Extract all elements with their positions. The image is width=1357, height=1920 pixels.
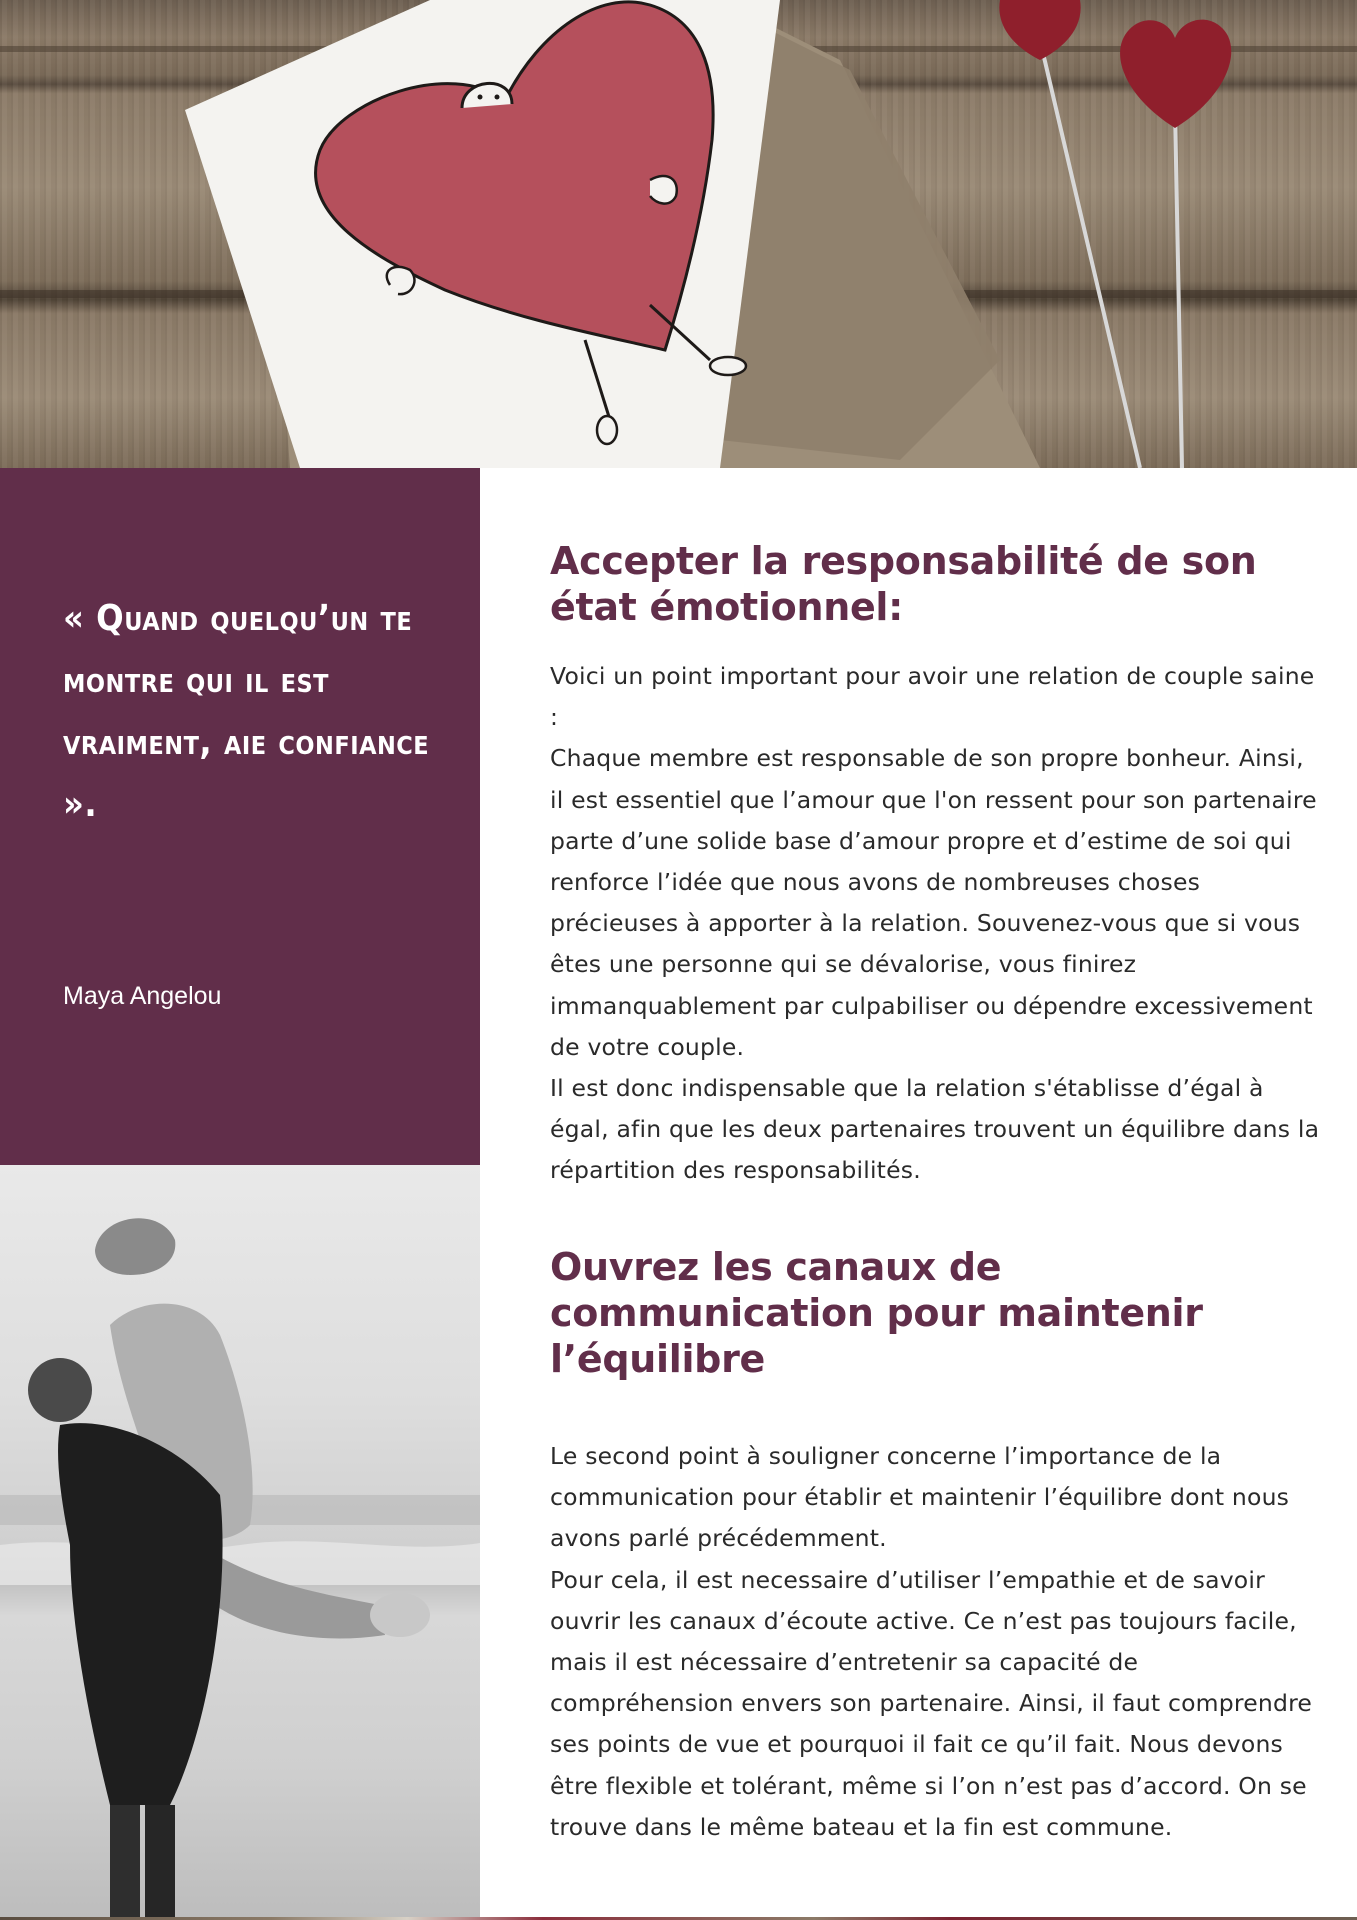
heart-lollipop: [1120, 20, 1231, 128]
man-coat: [58, 1423, 223, 1805]
hero-photo-heart-card: [0, 0, 1357, 468]
section-responsibility: [550, 538, 1320, 1192]
lollipop-stick: [1175, 110, 1182, 468]
section-body: Le second point à souligner concerne l’importance de la communication pour établir et maintenir l’équilibre dont nous avons parlé précédemment. Pour cela, il est necessaire d’utiliser l’empathie et de savoir ouvrir les canaux d’écoute active. Ce n’est pas toujours facile, mais il est nécessaire d’entretenir sa capacité de compréhension envers son partenaire. Ainsi, il faut comprendre ses points de vue et pourquoi il fait ce qu’il fait. Nous devons être flexible et tolérant, même si l’on n’est pas d’accord. On se trouve dans le même bateau et la fin est commune.: [550, 1442, 1313, 1841]
woman-shoe: [370, 1593, 430, 1637]
character-foot: [710, 357, 746, 375]
section-body: Voici un point important pour avoir une relation de couple saine : Chaque membre est responsable de son propre bonheur. Ainsi, il est essentiel que l’amour que l'on ressent pour son partenaire parte d’une solide base d’amour propre et d’estime de soi qui renforce l’idée que nous avons de nombreuses choses précieuses à apporter à la relation. Souvenez-vous que si vous êtes une personne qui se dévalorise, vous finirez immanquablement par culpabiliser ou dépendre excessivement de votre couple. Il est donc indispensable que la relation s'établisse d’égal à égal, afin que les deux partenaires trouvent un équilibre dans la répartition des responsabilités.: [550, 662, 1320, 1185]
pull-quote: « Quand quelqu’un te montre qui il est vraiment, aie confiance ».: [63, 598, 430, 825]
quote-panel: [0, 468, 480, 1165]
character-eye: [478, 95, 483, 100]
man-leg: [145, 1805, 175, 1917]
couple-photo: [0, 1165, 480, 1917]
section-heading: Ouvrez les canaux de communication pour maintenir l’équilibre: [550, 1245, 1203, 1381]
woman-hat: [95, 1218, 175, 1275]
section-heading: Accepter la responsabilité de son état émotionnel:: [550, 539, 1257, 629]
couple-illustration: [0, 1165, 480, 1917]
lollipop-stick: [1040, 40, 1140, 468]
man-head: [28, 1358, 92, 1422]
hero-illustration: [0, 0, 1357, 468]
man-leg: [110, 1805, 140, 1917]
character-eye: [495, 95, 500, 100]
character-hand: [650, 176, 677, 204]
section-communication: [550, 1244, 1320, 1848]
quote-author: Maya Angelou: [63, 982, 222, 1010]
character-foot: [597, 416, 617, 444]
